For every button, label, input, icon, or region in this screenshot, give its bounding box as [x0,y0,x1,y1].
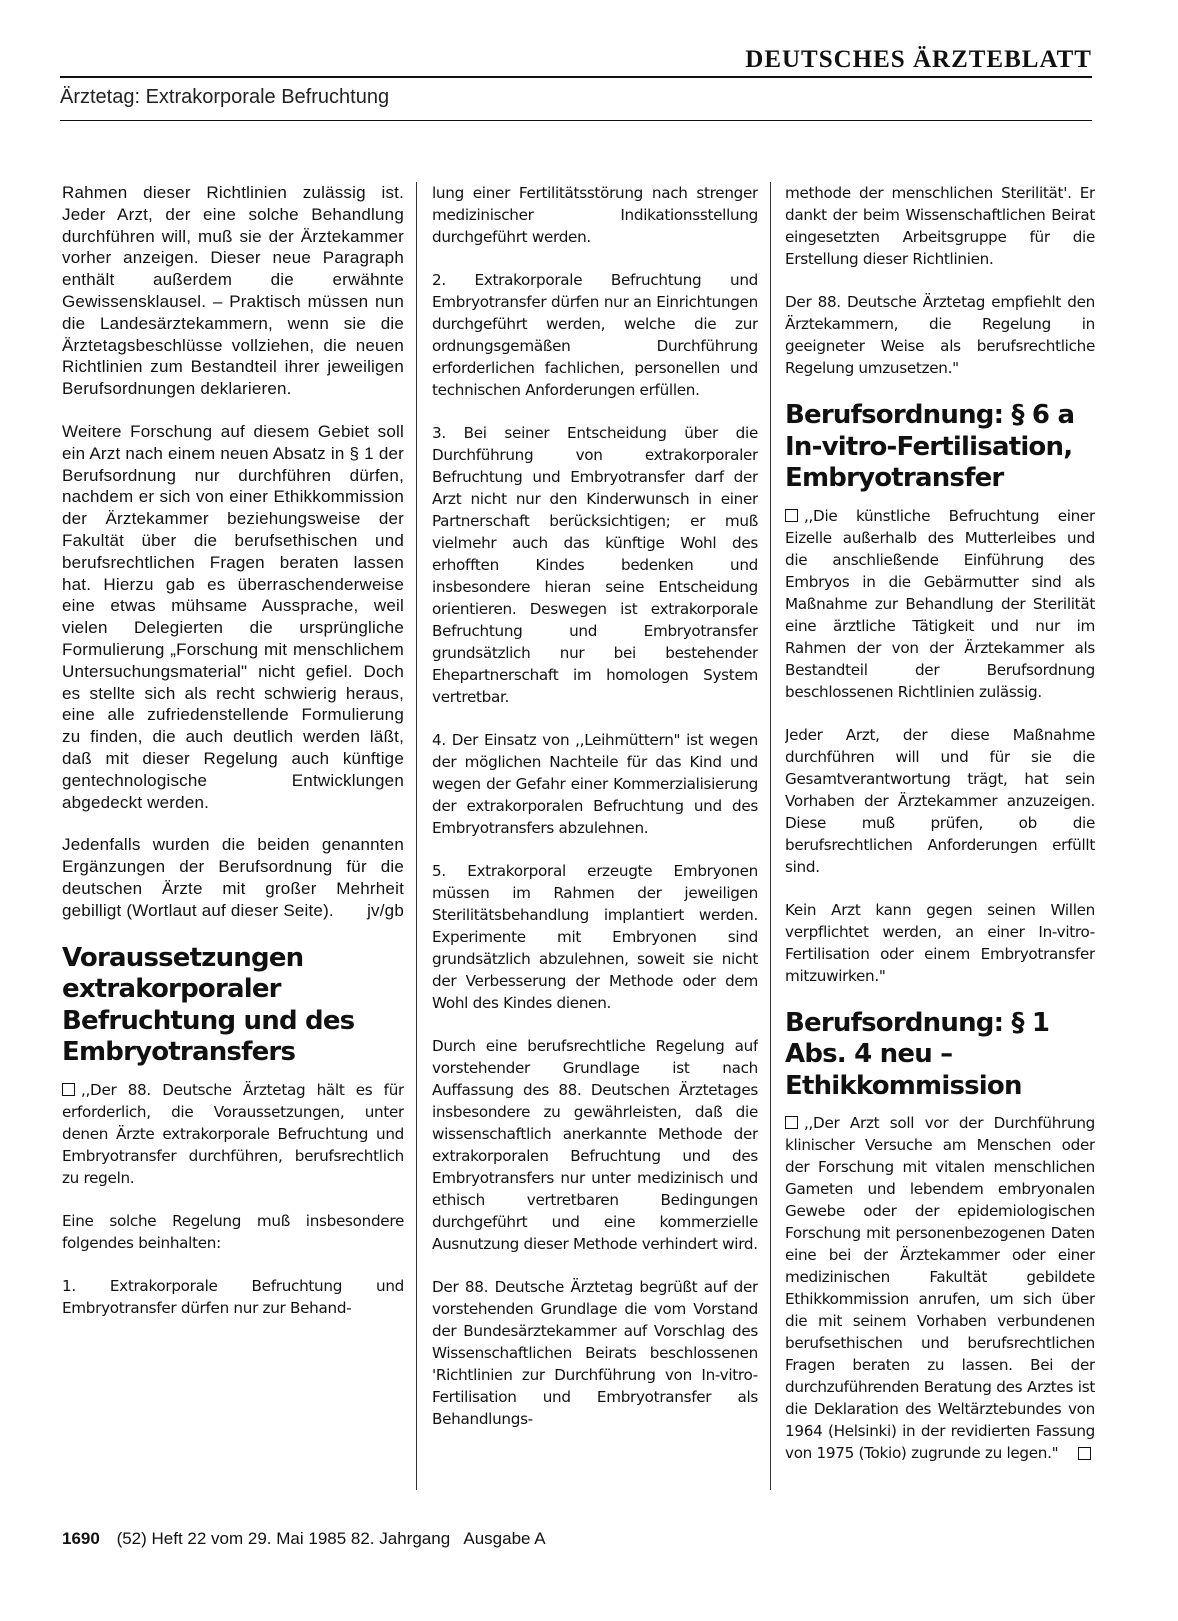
paragraph: Jeder Arzt, der diese Maßnahme durchführen will und für sie die Gesamtverantwortung trägt, hat sein Vorhaben der Ärztekammer anzuzeigen. Diese muß prüfen, ob die berufsrechtlichen Anforderungen erfüllt sind. [785,725,1095,876]
paragraph [785,1112,1095,1464]
masthead: DEUTSCHES ÄRZTEBLATT [745,46,1092,73]
paragraph-text: ,,Der Arzt soll vor der Durchführung klinischer Versuche am Menschen oder der Forschung mit vitalen menschlichen Gameten und lebendem embryonalen Gewebe oder der epidemiologischen Forschung mit personenbezogenen Daten eine bei der Ärztekammer oder einer medizinischen Fakultät gebildete Ethikkommission anrufen, um sich über die mit seinem Vorhaben verbundenen berufsethischen und berufsrechtlichen Fragen beraten zu lassen. Bei der durchzuführenden Beratung des Arztes ist die Deklaration des Weltärztebundes von 1964 (Helsinki) in der revidierten Fassung von 1975 (Tokio) zugrunde zu legen." [785,1114,1095,1462]
paragraph [62,834,404,921]
paragraph: Rahmen dieser Richtlinien zulässig ist. Jeder Arzt, der eine solche Behandlung durchführen will, muß sie der Ärztekammer vorher anzeigen. Dieser neue Paragraph enthält außerdem die erwähnte Gewissensklausel. – Praktisch müssen nun die Landesärztekammern, wenn sie die Ärztetagsbeschlüsse vollziehen, die neuen Richtlinien zum Bestandteil ihrer jeweiligen Berufsordnungen deklarieren. [62,183,404,399]
square-bullet-icon [785,509,798,522]
header-rule [60,76,1092,78]
heading-voraussetzungen: Voraussetzungen extrakorporaler Befruchtung und des Embryotransfers [62,942,355,1067]
author-initials: jv/gb [367,900,404,920]
column-1 [62,182,404,1488]
paragraph: Kein Arzt kann gegen seinen Willen verpflichtet werden, an einer In-vitro-Fertilisation oder einem Embryotransfer mitzuwirken." [785,900,1095,985]
square-bullet-icon [785,1116,798,1129]
page-footer [62,1528,862,1550]
paragraph: methode der menschlichen Sterilität'. Er dankt der beim Wissenschaftlichen Beirat eingesetzten Arbeitsgruppe für die Erstellung dieser Richtlinien. [785,184,1095,268]
paragraph: lung einer Fertilitätsstörung nach strenger medizinischer Indikationsstellung durchgeführt werden. [432,184,758,246]
column-2 [432,182,758,1488]
column-divider [416,182,417,1490]
page-number: 1690 [62,1529,100,1548]
paragraph: 5. Extrakorporal erzeugte Embryonen müssen im Rahmen der jeweiligen Sterilitätsbehandlung implantiert werden. Experimente mit Embryonen sind grundsätzlich abzulehnen, soweit sie nicht der Verbesserung der Methode oder dem Wohl des Kindes dienen. [432,862,758,1012]
paragraph [785,505,1095,703]
column-3 [785,182,1095,1488]
paragraph-text: Jedenfalls wurden die beiden genannten Ergänzungen der Berufsordnung für die deutschen Ärzte mit großer Mehrheit gebilligt (Wortlaut auf dieser Seite). [62,835,404,920]
paragraph [62,1079,404,1189]
paragraph: 3. Bei seiner Entscheidung über die Durchführung von extrakorporaler Befruchtung und Embryotransfer darf der Arzt nicht nur den Kinderwunsch in einer Partnerschaft berücksichtigen; er muß vielmehr auch das künftige Wohl des erhofften Kindes bedenken und insbesondere hieran seine Entscheidung orientieren. Deswegen ist extrakorporale Befruchtung und Embryotransfer grundsätzlich nur bei bestehender Ehepartnerschaft im homologen System vertretbar. [432,424,758,706]
paragraph-text: ,,Die künstliche Befruchtung einer Eizelle außerhalb des Mutterleibes und die anschließende Einführung des Embryos in die Gebärmutter sind als Maßnahme zur Behandlung der Sterilität eine ärztliche Tätigkeit und nur im Rahmen der von der Ärztekammer als Bestandteil der Berufsordnung beschlossenen Richtlinien zulässig. [785,506,1095,701]
square-bullet-icon [62,1083,75,1096]
end-square-icon [1078,1447,1091,1460]
paragraph-text: ,,Der 88. Deutsche Ärztetag hält es für erforderlich, die Voraussetzungen, unter denen Ärzte extrakorporale Befruchtung und Embryotransfer durchführen, berufsrechtlich zu regeln. [62,1080,404,1187]
edition-label: Ausgabe A [463,1529,546,1548]
paragraph: 2. Extrakorporale Befruchtung und Embryotransfer dürfen nur an Einrichtungen durchgeführt werden, welche die zur ordnungsgemäßen Durchführung erforderlichen fachlichen, personellen und technischen Anforderungen erfüllen. [432,271,758,399]
heading-berufsordnung-1: Berufsordnung: § 1 Abs. 4 neu – Ethikkommission [785,1007,1050,1101]
paragraph: Eine solche Regelung muß insbesondere folgendes beinhalten: [62,1211,404,1252]
issue-info: (52) Heft 22 vom 29. Mai 1985 82. Jahrgang [116,1529,451,1548]
header-subrule [60,120,1092,121]
paragraph: Der 88. Deutsche Ärztetag begrüßt auf der vorstehenden Grundlage die vom Vorstand der Bundesärztekammer auf Vorschlag des Wissenschaftlichen Beirats beschlossenen 'Richtlinien zur Durchführung von In-vitro-Fertilisation und Embryotransfer als Behandlungs- [432,1278,758,1428]
paragraph: Der 88. Deutsche Ärztetag empfiehlt den Ärztekammern, die Regelung in geeigneter Weise als berufsrechtliche Regelung umzusetzen." [785,293,1095,377]
paragraph: 1. Extrakorporale Befruchtung und Embryotransfer dürfen nur zur Behand- [62,1276,404,1317]
paragraph: Durch eine berufsrechtliche Regelung auf vorstehender Grundlage ist nach Auffassung des 88. Deutschen Ärztetages insbesondere zu gewährleisten, daß die wissenschaftlich anerkannte Methode der extrakorporalen Befruchtung und des Embryotransfers nur unter medizinisch und ethisch vertretbaren Bedingungen durchgeführt und eine kommerzielle Ausnutzung dieser Methode verhindert wird. [432,1037,758,1253]
paragraph: Weitere Forschung auf diesem Gebiet soll ein Arzt nach einem neuen Absatz in § 1 der Berufsordnung nur durchführen dürfen, nachdem er sich von einer Ethikkommission der Ärztekammer beziehungsweise der Fakultät über die berufsethischen und berufsrechtlichen Fragen beraten lassen hat. Hierzu gab es überraschenderweise eine etwas mühsame Aussprache, weil vielen Delegierten die ursprüngliche Formulierung „Forschung mit menschlichem Untersuchungsmaterial" nicht gefiel. Doch es stellte sich als recht schwierig heraus, eine alle zufriedenstellende Formulierung zu finden, die auch deutlich werden läßt, daß mit dieser Regelung auch künftige gentechnologische Entwicklungen abgedeckt werden. [62,421,404,812]
heading-berufsordnung-6a: Berufsordnung: § 6 a In-vitro-Fertilisation, Embryotransfer [785,400,1075,493]
paragraph: 4. Der Einsatz von ,,Leihmüttern" ist wegen der möglichen Nachteile für das Kind und wegen der Gefahr einer Kommerzialisierung der extrakorporalen Befruchtung und des Embryotransfers abzulehnen. [432,731,758,837]
section-title: Ärztetag: Extrakorporale Befruchtung [60,86,390,108]
column-divider [770,182,771,1490]
